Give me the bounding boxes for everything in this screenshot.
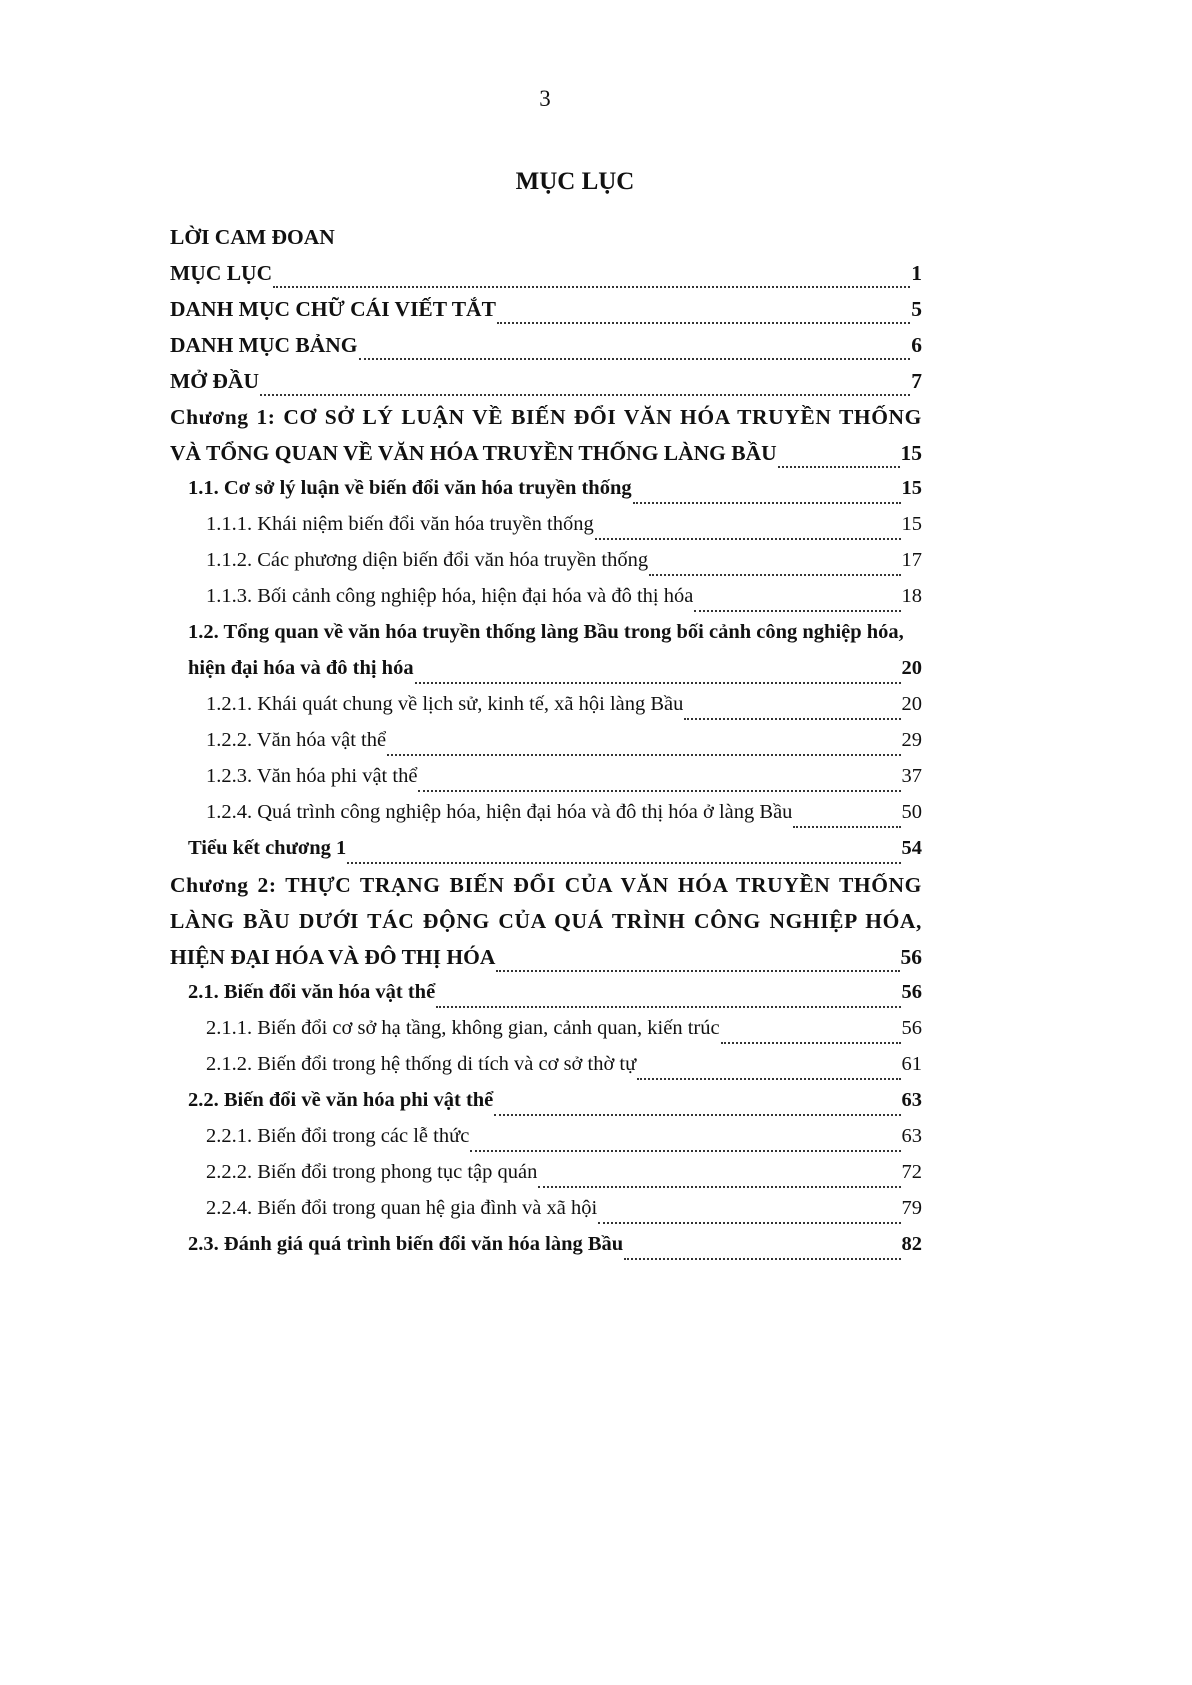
toc-entry	[170, 1197, 922, 1233]
toc-entry	[170, 1161, 922, 1197]
toc-entry-page: 15	[901, 477, 922, 499]
dot-leader	[494, 1114, 900, 1116]
dot-leader	[793, 826, 900, 828]
toc-entry-text: 1.2.3. Văn hóa phi vật thể	[206, 765, 418, 787]
toc-entry-page: 63	[901, 1089, 922, 1111]
toc-entry	[170, 981, 922, 1017]
toc-entry-page: 5	[911, 297, 922, 321]
toc-entry-text: 1.1. Cơ sở lý luận về biến đổi văn hóa truyền thống	[188, 477, 632, 499]
toc-entry-page: 29	[901, 729, 922, 751]
toc-entry-text: VÀ TỔNG QUAN VỀ VĂN HÓA TRUYỀN THỐNG LÀNG BẦU	[170, 441, 777, 465]
dot-leader	[694, 610, 900, 612]
toc-entry-page: 56	[901, 981, 922, 1003]
toc-entry-text: 1.2.2. Văn hóa vật thể	[206, 729, 387, 751]
toc-entry-text: 1.2. Tổng quan về văn hóa truyền thống làng Bầu trong bối cảnh công nghiệp hóa,	[188, 621, 904, 643]
toc-entry-text: Tiểu kết chương 1	[188, 837, 347, 859]
toc-entry-text: MỞ ĐẦU	[170, 369, 259, 393]
toc-entry	[170, 225, 922, 261]
toc-entry-page: 50	[901, 801, 922, 823]
toc-entry	[170, 765, 922, 801]
toc-entry-page: 61	[901, 1053, 922, 1075]
section-1-2-heading-line-1	[170, 621, 922, 657]
toc-entry-text: DANH MỤC CHỮ CÁI VIẾT TẮT	[170, 297, 496, 321]
toc-entry	[170, 1017, 922, 1053]
toc-entry-text: 1.2.4. Quá trình công nghiệp hóa, hiện đại hóa và đô thị hóa ở làng Bầu	[206, 801, 793, 823]
toc-entry-text: LỜI CAM ĐOAN	[170, 225, 335, 249]
toc-entry-page: 20	[901, 657, 922, 679]
dot-leader	[436, 1006, 900, 1008]
toc-entry	[170, 837, 922, 873]
toc-entry	[170, 261, 922, 297]
toc-entry-text: DANH MỤC BẢNG	[170, 333, 358, 357]
dot-leader	[633, 502, 901, 504]
page-number: 3	[539, 86, 551, 111]
toc-entry-text: 2.2.4. Biến đổi trong quan hệ gia đình và xã hội	[206, 1197, 598, 1219]
toc-entry-page: 56	[901, 1017, 922, 1039]
toc-entry	[170, 1053, 922, 1089]
toc-entry-text: 2.1.1. Biến đổi cơ sở hạ tầng, không gian, cảnh quan, kiến trúc	[206, 1017, 720, 1039]
toc-entry	[170, 1125, 922, 1161]
toc-entry-page: 7	[911, 369, 922, 393]
toc-title: MỤC LỤC	[515, 168, 635, 195]
toc-entry-text: MỤC LỤC	[170, 261, 273, 285]
section-1-2-heading-line-2	[170, 657, 922, 693]
toc-entry-text: 1.1.2. Các phương diện biến đổi văn hóa truyền thống	[206, 549, 649, 571]
dot-leader	[260, 394, 910, 396]
toc-entry	[170, 729, 922, 765]
dot-leader	[387, 754, 900, 756]
toc-entry-page: 17	[901, 549, 922, 571]
toc-entry-text: 2.2. Biến đổi về văn hóa phi vật thể	[188, 1089, 494, 1111]
dot-leader	[538, 1186, 900, 1188]
toc-entry	[170, 1233, 922, 1269]
toc-entry	[170, 801, 922, 837]
dot-leader	[359, 358, 911, 360]
toc-entry	[170, 693, 922, 729]
toc-entry-text: HIỆN ĐẠI HÓA VÀ ĐÔ THỊ HÓA	[170, 945, 496, 969]
dot-leader	[496, 970, 899, 972]
toc-entry-page: 15	[900, 441, 922, 465]
dot-leader	[684, 718, 900, 720]
toc-entry-page: 37	[901, 765, 922, 787]
table-of-contents	[170, 225, 922, 1269]
toc-entry-text: 2.2.2. Biến đổi trong phong tục tập quán	[206, 1161, 538, 1183]
toc-entry-page: 79	[901, 1197, 922, 1219]
dot-leader	[721, 1042, 901, 1044]
chapter-2-heading-line-2: LÀNG BẦU DƯỚI TÁC ĐỘNG CỦA QUÁ TRÌNH CÔNG NGHIỆP HÓA,	[170, 909, 922, 933]
toc-entry-text: hiện đại hóa và đô thị hóa	[188, 657, 414, 679]
dot-leader	[347, 862, 900, 864]
dot-leader	[649, 574, 900, 576]
chapter-2-heading-line-3	[170, 945, 922, 981]
toc-entry	[170, 333, 922, 369]
toc-entry-text: 1.2.1. Khái quát chung về lịch sử, kinh tế, xã hội làng Bầu	[206, 693, 684, 715]
toc-entry-page: 15	[901, 513, 922, 535]
toc-entry-text: 1.1.3. Bối cảnh công nghiệp hóa, hiện đại hóa và đô thị hóa	[206, 585, 694, 607]
toc-entry-text: 2.2.1. Biến đổi trong các lễ thức	[206, 1125, 470, 1147]
toc-entry	[170, 549, 922, 585]
toc-entry-page: 82	[901, 1233, 922, 1255]
toc-entry	[170, 1089, 922, 1125]
toc-entry-page: 72	[901, 1161, 922, 1183]
toc-entry-page: 54	[901, 837, 922, 859]
toc-entry	[170, 585, 922, 621]
toc-entry	[170, 513, 922, 549]
dot-leader	[595, 538, 901, 540]
dot-leader	[778, 466, 900, 468]
toc-entry-page: 56	[900, 945, 922, 969]
toc-entry-page: 1	[911, 261, 922, 285]
dot-leader	[415, 682, 901, 684]
dot-leader	[470, 1150, 900, 1152]
toc-entry-text: 2.1.2. Biến đổi trong hệ thống di tích và cơ sở thờ tự	[206, 1053, 637, 1075]
dot-leader	[418, 790, 900, 792]
chapter-2-heading-line-1: Chương 2: THỰC TRẠNG BIẾN ĐỔI CỦA VĂN HÓA TRUYỀN THỐNG	[170, 873, 922, 897]
toc-entry	[170, 477, 922, 513]
dot-leader	[273, 286, 910, 288]
toc-entry-text: 2.3. Đánh giá quá trình biến đổi văn hóa làng Bầu	[188, 1233, 624, 1255]
dot-leader	[497, 322, 910, 324]
toc-entry-page: 20	[901, 693, 922, 715]
toc-entry-page: 63	[901, 1125, 922, 1147]
toc-entry	[170, 297, 922, 333]
dot-leader	[624, 1258, 900, 1260]
toc-entry	[170, 369, 922, 405]
toc-entry-text: 2.1. Biến đổi văn hóa vật thể	[188, 981, 436, 1003]
toc-entry-page: 18	[901, 585, 922, 607]
dot-leader	[598, 1222, 900, 1224]
chapter-1-heading-line-2	[170, 441, 922, 477]
chapter-1-heading-line-1: Chương 1: CƠ SỞ LÝ LUẬN VỀ BIẾN ĐỔI VĂN HÓA TRUYỀN THỐNG	[170, 405, 922, 429]
toc-entry-text: 1.1.1. Khái niệm biến đổi văn hóa truyền thống	[206, 513, 594, 535]
toc-entry-page: 6	[911, 333, 922, 357]
dot-leader	[637, 1078, 900, 1080]
